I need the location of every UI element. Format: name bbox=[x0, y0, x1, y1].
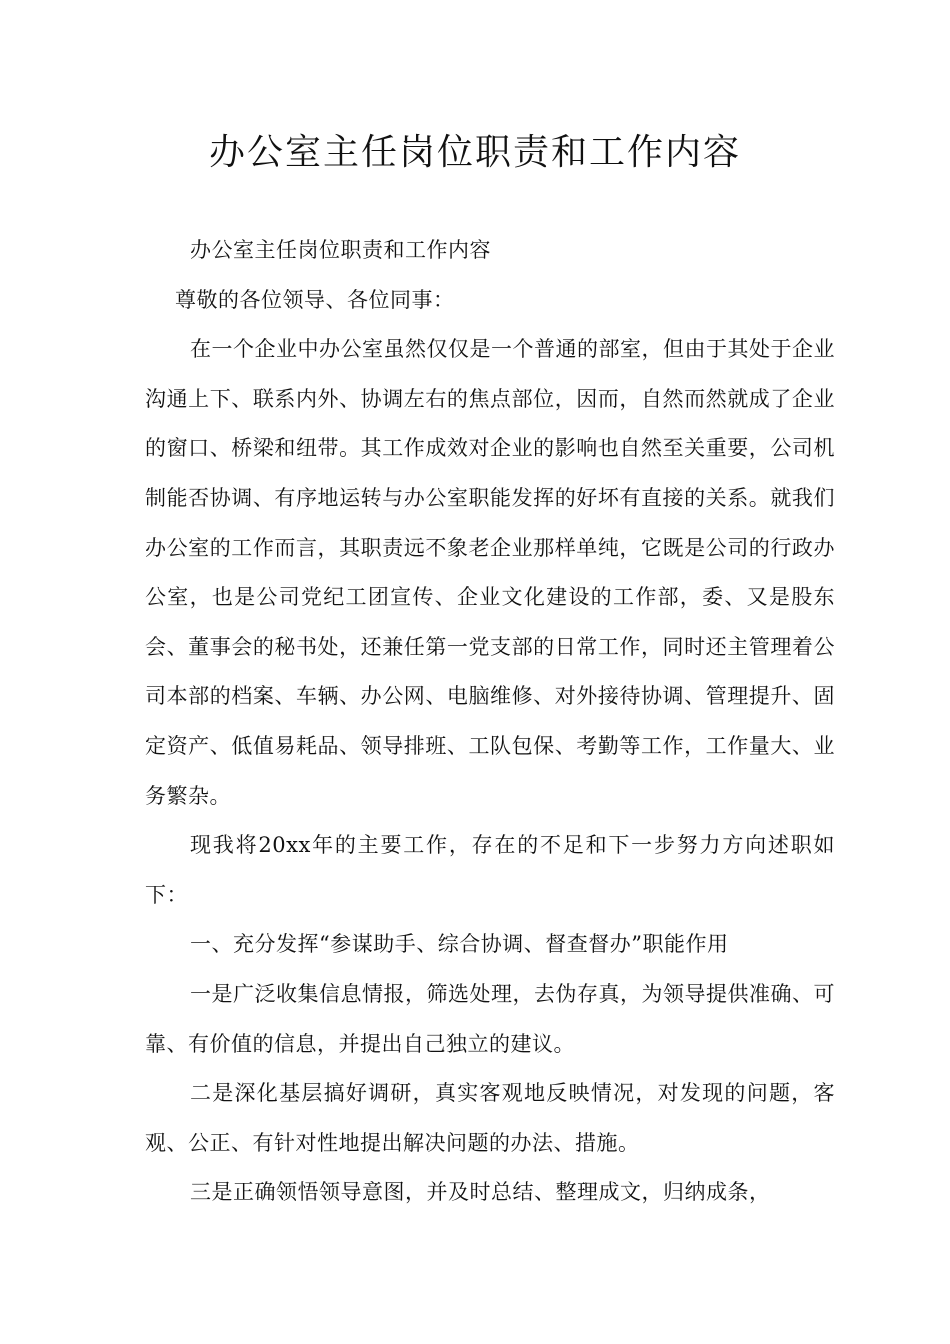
paragraph-intro: 在一个企业中办公室虽然仅仅是一个普通的部室，但由于其处于企业沟通上下、联系内外、协调左右的焦点部位，因而，自然而然就成了企业的窗口、桥梁和纽带。其工作成效对企业的影响也自然至关重要，公司机制能否协调、有序地运转与办公室职能发挥的好坏有直接的关系。就我们办公室的工作而言，其职责远不象老企业那样单纯，它既是公司的行政办公室，也是公司党纪工团宣传、企业文化建设的工作部，委、又是股东会、董事会的秘书处，还兼任第一党支部的日常工作，同时还主管理着公司本部的档案、车辆、办公网、电脑维修、对外接待协调、管理提升、固定资产、低值易耗品、领导排班、工队包保、考勤等工作，工作量大、业务繁杂。 bbox=[145, 337, 835, 808]
document-body bbox=[145, 226, 835, 1218]
paragraph-subtitle: 办公室主任岗位职责和工作内容 bbox=[190, 238, 491, 262]
paragraph-report-statement: 现我将20xx年的主要工作，存在的不足和下一步努力方向述职如下： bbox=[145, 833, 835, 907]
document-title: 办公室主任岗位职责和工作内容 bbox=[208, 132, 741, 173]
paragraph-item-one: 一是广泛收集信息情报，筛选处理，去伪存真，为领导提供准确、可靠、有价值的信息，并提出自己独立的建议。 bbox=[145, 981, 835, 1056]
paragraph-item-three: 三是正确领悟领导意图，并及时总结、整理成文，归纳成条， bbox=[190, 1180, 771, 1205]
paragraph-salutation: 尊敬的各位领导、各位同事： bbox=[175, 287, 455, 312]
paragraph-item-two: 二是深化基层搞好调研，真实客观地反映情况，对发现的问题，客观、公正、有针对性地提出解决问题的办法、措施。 bbox=[145, 1081, 835, 1155]
paragraph-section-heading: 一、充分发挥“参谋助手、综合协调、督查督办”职能作用 bbox=[190, 932, 729, 957]
